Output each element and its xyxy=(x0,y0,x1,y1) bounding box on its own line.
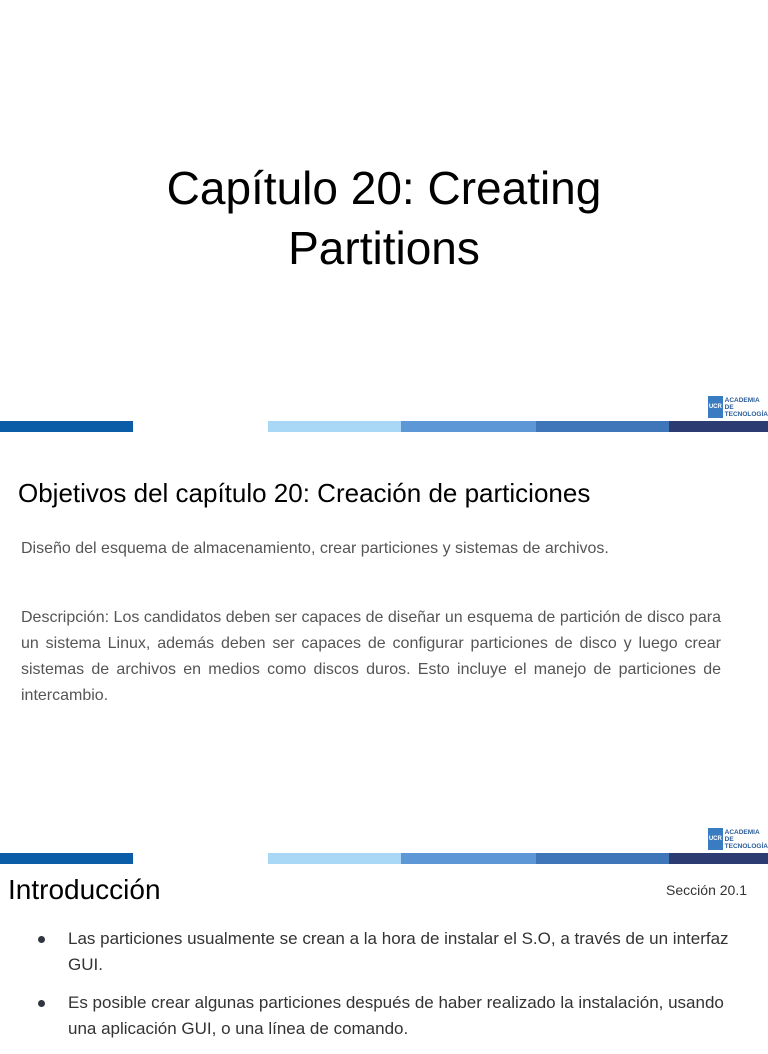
academy-logo xyxy=(708,394,768,420)
slide-title xyxy=(0,0,768,432)
logo-badge: UCR xyxy=(708,396,723,418)
academy-logo xyxy=(708,826,768,852)
slide-objectives xyxy=(0,432,768,864)
introduction-bullets xyxy=(30,926,730,1054)
objectives-title: Objetivos del capítulo 20: Creación de particiones xyxy=(18,478,591,508)
logo-text xyxy=(725,397,768,418)
bullet-text: Las particiones usualmente se crean a la hora de instalar el S.O, a través de un interfaz GUI. xyxy=(68,929,729,974)
logo-badge: UCR xyxy=(708,828,723,850)
slide-title-heading xyxy=(0,158,768,278)
introduction-title: Introducción xyxy=(8,874,161,905)
logo-line-1: ACADEMIA DE xyxy=(724,396,760,411)
objectives-paragraph-1: Diseño del esquema de almacenamiento, crear particiones y sistemas de archivos. xyxy=(21,540,609,557)
logo-line-1: ACADEMIA DE xyxy=(724,828,760,843)
list-item xyxy=(30,926,730,978)
bullet-dot-icon xyxy=(38,1000,45,1007)
section-number: Sección 20.1 xyxy=(666,882,747,898)
bullet-dot-icon xyxy=(38,936,45,943)
slide-introduction xyxy=(0,864,768,1038)
logo-line-2: TECNOLOGÍA xyxy=(724,842,768,850)
title-line-1: Capítulo 20: Creating xyxy=(166,162,602,214)
list-item xyxy=(30,990,730,1042)
bullet-text: Es posible crear algunas particiones después de haber realizado la instalación, usando una aplicación GUI, o una línea de comando. xyxy=(68,993,724,1038)
title-line-2: Partitions xyxy=(288,222,480,274)
logo-text xyxy=(725,829,768,850)
logo-line-2: TECNOLOGÍA xyxy=(724,410,768,418)
objectives-paragraph-2: Descripción: Los candidatos deben ser capaces de diseñar un esquema de partición de disco para un sistema Linux, además deben ser capaces de configurar particiones de disco y luego crear sistemas de archivos en medios como discos duros. Esto incluye el manejo de particiones de intercambio. xyxy=(21,609,721,704)
